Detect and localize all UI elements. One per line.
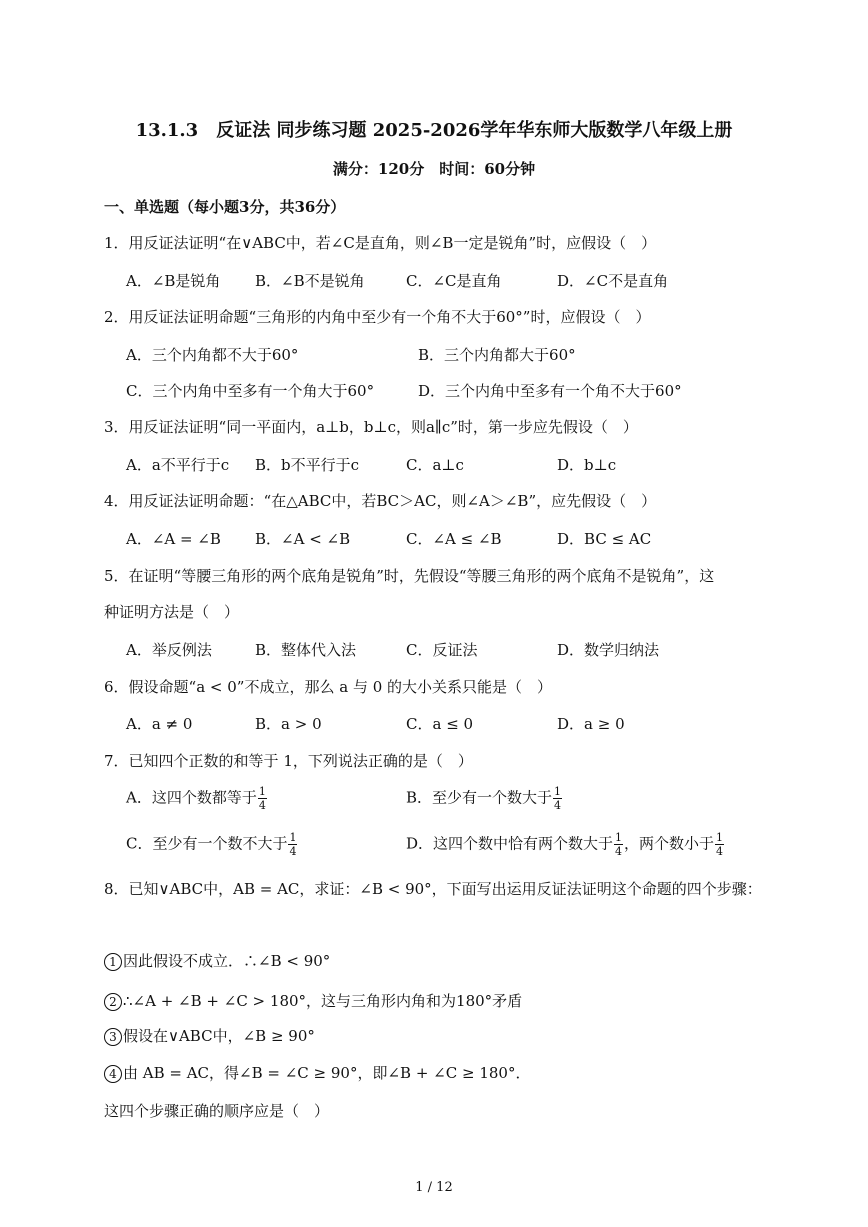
fraction: $\frac{1}{4}$ — [716, 831, 724, 858]
question-3-stem: 3．用反证法证明“同一平面内，a⊥b，b⊥c，则a∥c”时，第一步应先假设（ ） — [104, 418, 638, 436]
q2-option-c: C．三个内角中至多有一个角大于60° — [126, 382, 375, 400]
score-time-line: 满分：120分 时间：60分钟 — [332, 160, 536, 178]
q5-option-b: B．整体代入法 — [255, 641, 357, 659]
question-5-stem-line2: 种证明方法是（ ） — [104, 603, 240, 621]
q3-option-c: C．a⊥c — [406, 456, 464, 474]
q7-option-a-text: A．这四个数都等于 — [126, 788, 257, 807]
q6-option-b: B．a > 0 — [255, 715, 322, 733]
q1-option-c: C．∠C是直角 — [406, 272, 502, 290]
fraction: $\frac{1}{4}$ — [258, 785, 266, 812]
circled-number: 3 — [104, 1028, 122, 1046]
q1-option-b: B．∠B不是锐角 — [255, 272, 365, 290]
q3-option-b: B．b不平行于c — [255, 456, 360, 474]
q2-option-a: A．三个内角都不大于60° — [126, 346, 299, 364]
q7-option-d-text1: D．这四个数中恰有两个数大于 — [406, 834, 614, 853]
q7-option-b-text: B．至少有一个数大于 — [406, 788, 553, 807]
q8-step-3-text: 假设在∨ABC中，∠B ≥ 90° — [123, 1027, 315, 1045]
circled-number: 2 — [104, 993, 122, 1011]
section-heading: 一、单选题（每小题3分，共36分） — [104, 198, 346, 216]
fraction: $\frac{1}{4}$ — [289, 831, 297, 858]
q3-option-d: D．b⊥c — [557, 456, 617, 474]
q8-step-4-text: 由 AB = AC，得∠B = ∠C ≥ 90°，即∠B + ∠C ≥ 180°． — [123, 1064, 531, 1082]
question-8-stem: 8．已知∨ABC中，AB = AC，求证：∠B < 90°，下面写出运用反证法证明这个命题的四个步骤： — [104, 880, 762, 898]
q7-option-b — [406, 786, 563, 811]
q8-step-3 — [104, 1025, 315, 1046]
q5-option-d: D．数学归纳法 — [557, 641, 660, 659]
q7-option-a — [126, 786, 268, 811]
q4-option-a: A．∠A = ∠B — [126, 530, 221, 548]
q8-step-1-text: 因此假设不成立．∴∠B < 90° — [123, 952, 331, 970]
q3-option-a: A．a不平行于c — [126, 456, 230, 474]
page-number: 1 / 12 — [415, 1180, 453, 1195]
question-6-stem: 6．假设命题“a < 0”不成立，那么 a 与 0 的大小关系只能是（ ） — [104, 678, 553, 696]
q7-option-c — [126, 832, 298, 857]
q5-option-a: A．举反例法 — [126, 641, 212, 659]
q8-ask: 这四个步骤正确的顺序应是（ ） — [104, 1102, 330, 1120]
circled-number: 1 — [104, 953, 122, 971]
question-7-stem: 7．已知四个正数的和等于 1，下列说法正确的是（ ） — [104, 752, 473, 770]
question-1-stem: 1．用反证法证明“在∨ABC中，若∠C是直角，则∠B一定是锐角”时，应假设（ ） — [104, 234, 657, 252]
q1-option-a: A．∠B是锐角 — [126, 272, 221, 290]
q4-option-b: B．∠A < ∠B — [255, 530, 351, 548]
question-2-stem: 2．用反证法证明命题“三角形的内角中至少有一个角不大于60°”时，应假设（ ） — [104, 308, 651, 326]
q8-step-1 — [104, 950, 330, 971]
question-5-stem-line1: 5．在证明“等腰三角形的两个底角是锐角”时，先假设“等腰三角形的两个底角不是锐角”，这 — [104, 567, 715, 585]
q4-option-c: C．∠A ≤ ∠B — [406, 530, 502, 548]
circled-number: 4 — [104, 1065, 122, 1083]
q6-option-c: C．a ≤ 0 — [406, 715, 474, 733]
fraction: $\frac{1}{4}$ — [615, 831, 623, 858]
q8-step-2 — [104, 990, 522, 1011]
q8-step-4 — [104, 1062, 530, 1083]
q7-option-c-text: C．至少有一个数不大于 — [126, 834, 288, 853]
q8-step-2-text: ∴∠A + ∠B + ∠C > 180°，这与三角形内角和为180°矛盾 — [123, 992, 523, 1010]
q1-option-d: D．∠C不是直角 — [557, 272, 669, 290]
fraction: $\frac{1}{4}$ — [554, 785, 562, 812]
document-title: 13.1.3 反证法 同步练习题 2025-2026学年华东师大版数学八年级上册 — [135, 120, 733, 141]
q7-option-d-text2: ，两个数小于 — [624, 834, 715, 853]
question-4-stem: 4．用反证法证明命题：“在△ABC中，若BC＞AC，则∠A＞∠B”，应先假设（ ） — [104, 492, 657, 510]
q6-option-d: D．a ≥ 0 — [557, 715, 625, 733]
q2-option-b: B．三个内角都大于60° — [418, 346, 576, 364]
q4-option-d: D．BC ≤ AC — [557, 530, 652, 548]
q7-option-d — [406, 832, 725, 857]
q5-option-c: C．反证法 — [406, 641, 478, 659]
q6-option-a: A．a ≠ 0 — [126, 715, 193, 733]
q2-option-d: D．三个内角中至多有一个角不大于60° — [418, 382, 682, 400]
